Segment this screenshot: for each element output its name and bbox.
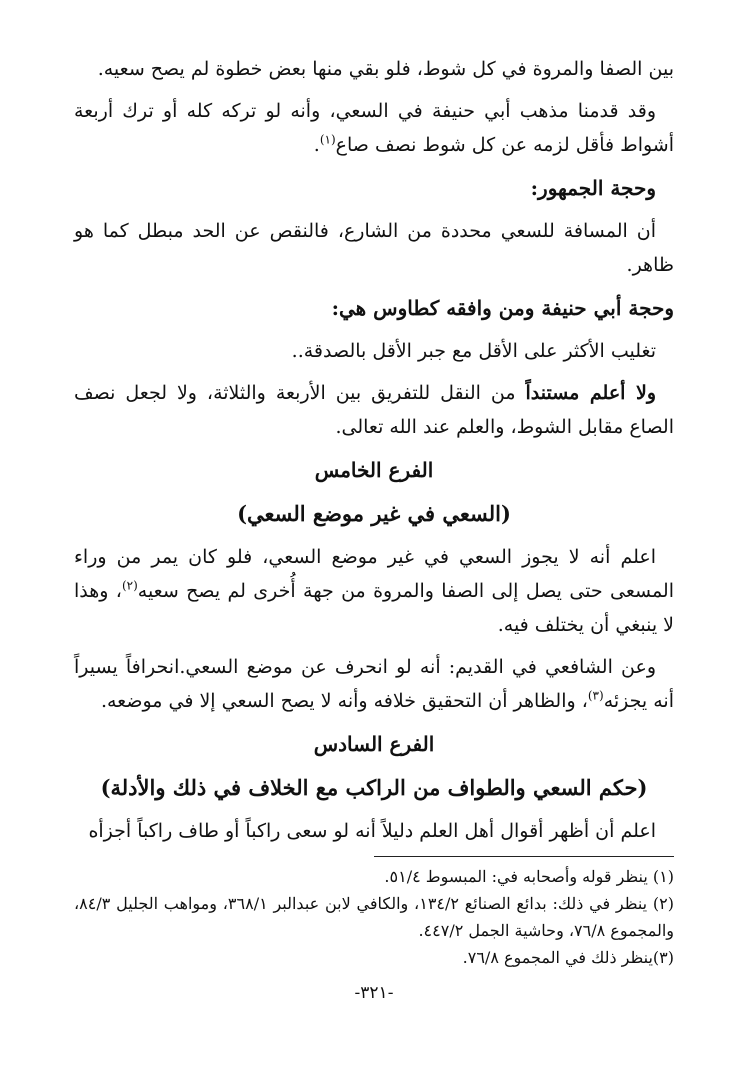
paragraph-5: [74, 376, 674, 444]
page-number: -٣٢١-: [354, 983, 394, 1003]
paragraph-1: بين الصفا والمروة في كل شوط، فلو بقي منها بعض خطوة لم يصح سعيه.: [97, 58, 674, 80]
paragraph-7-text: وعن الشافعي في القديم: أنه لو انحرف عن موضع السعي.انحرافاً يسيراً أنه يجزئه: [74, 656, 674, 712]
paragraph-2: [74, 94, 674, 162]
footnote-ref-3[interactable]: (٣): [587, 688, 604, 703]
paragraph-7-end: ، والظاهر أن التحقيق خلافه وأنه لا يصح السعي إلا في موضعه.: [100, 690, 588, 712]
footnote-ref-2[interactable]: (٢): [121, 578, 138, 593]
paragraph-3: أن المسافة للسعي محددة من الشارع، فالنقص عن الحد مبطل كما هو ظاهر.: [74, 220, 674, 276]
footnote-1: (١) ينظر قوله وأصحابه في: المبسوط ٥١/٤.: [384, 867, 674, 886]
section-title-6: الفرع السادس: [313, 732, 435, 756]
paragraph-6-end: ، وهذا لا ينبغي أن يختلف فيه.: [74, 580, 674, 636]
paragraph-4: تغليب الأكثر على الأقل مع جبر الأقل بالصدقة..: [291, 340, 656, 362]
section-title-5: الفرع الخامس: [314, 458, 434, 482]
footnote-ref-1[interactable]: (١): [319, 132, 336, 147]
paragraph-2-text: وقد قدمنا مذهب أبي حنيفة في السعي، وأنه لو تركه كله أو ترك أربعة أشواط فأقل لزمه عن كل شوط نصف صاع: [74, 100, 674, 156]
footnote-2: (٢) ينظر في ذلك: بدائع الصنائع ١٣٤/٢، والكافي لابن عبدالبر ٣٦٨/١، ومواهب الجليل ٨٤/٣، والمجموع ٧٦/٨، وحاشية الجمل ٤٤٧/٢.: [74, 894, 674, 940]
paragraph-5-text: من النقل للتفريق بين الأربعة والثلاثة، ولا لجعل نصف الصاع مقابل الشوط، والعلم عند الله تعالى.: [74, 382, 674, 438]
paragraph-5-bold: ولا أعلم مستنداً: [525, 382, 656, 404]
footnote-divider: [374, 856, 674, 857]
paragraph-2-end: .: [313, 134, 320, 156]
paragraph-7: [74, 650, 674, 718]
paragraph-6: [74, 540, 674, 642]
footnote-3: (٣)ينظر ذلك في المجموع ٧٦/٨.: [462, 948, 674, 967]
section-subtitle-5: (السعي في غير موضع السعي): [237, 501, 511, 526]
heading-jumhur: وحجة الجمهور:: [530, 176, 656, 200]
heading-abu-hanifa: وحجة أبي حنيفة ومن وافقه كطاوس هي:: [331, 296, 674, 320]
paragraph-6-text: اعلم أنه لا يجوز السعي في غير موضع السعي، فلو كان يمر من وراء المسعى حتى يصل إلى الصفا والمروة من جهة أُخرى لم يصح سعيه: [74, 546, 674, 602]
paragraph-8: اعلم أن أظهر أقوال أهل العلم دليلاً أنه لو سعى راكباً أو طاف راكباً أجزأه: [88, 820, 656, 842]
page-body: [74, 52, 674, 1052]
section-subtitle-6: (حكم السعي والطواف من الراكب مع الخلاف في ذلك والأدلة): [100, 775, 648, 800]
